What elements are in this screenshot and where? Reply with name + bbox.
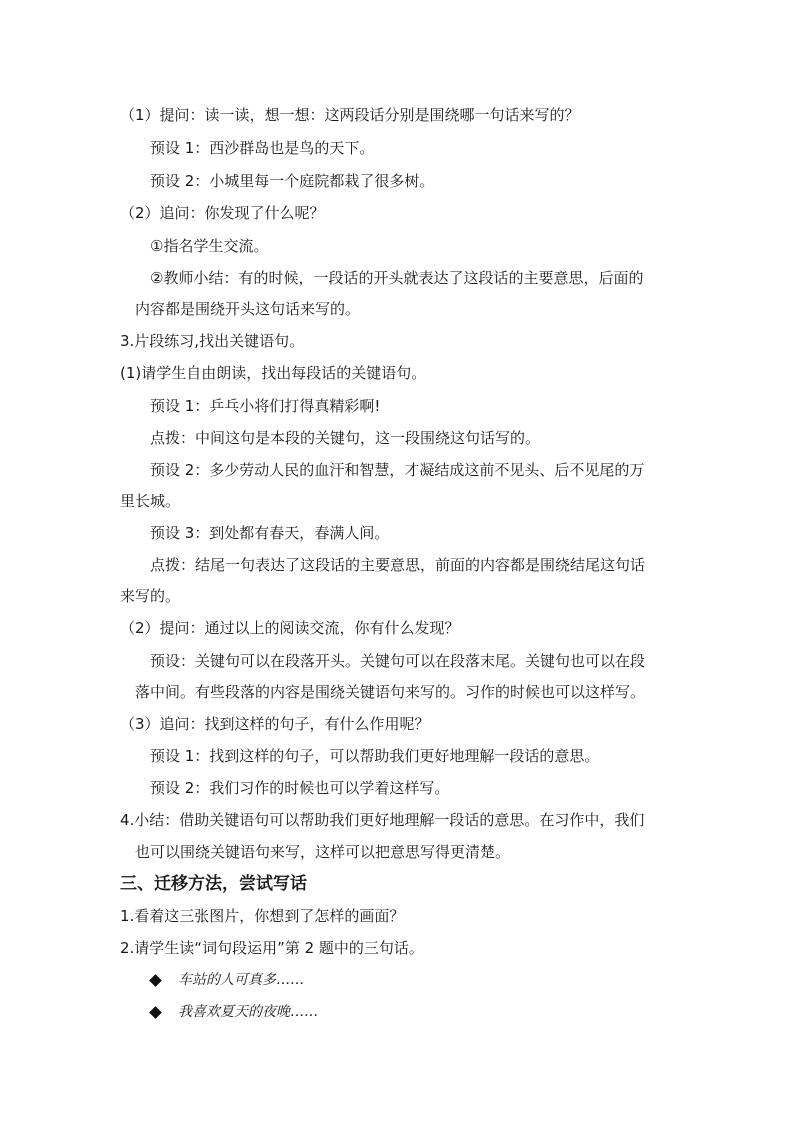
text-line: ①指名学生交流。 xyxy=(150,237,269,255)
text-line: 内容都是围绕开头这句话来写的。 xyxy=(135,300,361,318)
text-line: 落中间。有些段落的内容是围绕关键语句来写的。习作的时候也可以这样写。 xyxy=(135,683,646,701)
text-line: 预设 2：多少劳动人民的血汗和智慧，才凝结成这前不见头、后不见尾的万 xyxy=(150,461,645,479)
text-line: 预设 2：小城里每一个庭院都栽了很多树。 xyxy=(150,172,435,190)
text-line: （3）追问：找到这样的句子，有什么作用呢？ xyxy=(120,715,430,733)
text-line: 1.看着这三张图片，你想到了怎样的画面？ xyxy=(120,907,405,925)
text-line: 里长城。 xyxy=(120,492,181,510)
text-line: 预设：关键句可以在段落开头。关键句可以在段落末尾。关键句也可以在段 xyxy=(150,652,646,670)
diamond-bullet-icon xyxy=(149,974,162,987)
text-line: 预设 1：找到这样的句子，可以帮助我们更好地理解一段话的意思。 xyxy=(150,747,600,765)
text-line: 点拨：中间这句是本段的关键句，这一段围绕这句话写的。 xyxy=(150,429,541,447)
text-line: 点拨：结尾一句表达了这段话的主要意思，前面的内容都是围绕结尾这句话 xyxy=(150,556,646,574)
text-line: 3.片段练习,找出关键语句。 xyxy=(120,332,305,350)
text-line: 来写的。 xyxy=(120,587,181,605)
text-line: （2）提问：通过以上的阅读交流，你有什么发现？ xyxy=(120,619,460,637)
text-line: 预设 3：到处都有春天，春满人间。 xyxy=(150,524,390,542)
text-line: 也可以围绕关键语句来写，这样可以把意思写得更清楚。 xyxy=(135,843,511,861)
text-line: （2）追问：你发现了什么呢？ xyxy=(120,204,325,222)
diamond-bullet-icon xyxy=(149,1006,162,1019)
text-line: 预设 1：乒乓小将们打得真精彩啊! xyxy=(150,397,381,415)
bullet-item: 我喜欢夏天的夜晚…… xyxy=(178,1004,318,1020)
text-line: 预设 2：我们习作的时候也可以学着这样写。 xyxy=(150,779,450,797)
text-line: 2.请学生读“词句段运用”第 2 题中的三句话。 xyxy=(120,939,424,957)
text-line: （1）提问：读一读，想一想：这两段话分别是围绕哪一句话来写的？ xyxy=(120,106,580,124)
text-line: 4.小结：借助关键语句可以帮助我们更好地理解一段话的意思。在习作中，我们 xyxy=(120,811,645,829)
text-line: (1)请学生自由朗读，找出每段话的关键语句。 xyxy=(120,364,427,382)
text-line: 预设 1：西沙群岛也是鸟的天下。 xyxy=(150,139,375,157)
section-heading: 三、迁移方法，尝试写话 xyxy=(120,874,307,894)
bullet-item: 车站的人可真多…… xyxy=(178,972,304,988)
text-line: ②教师小结：有的时候，一段话的开头就表达了这段话的主要意思，后面的 xyxy=(150,269,644,287)
